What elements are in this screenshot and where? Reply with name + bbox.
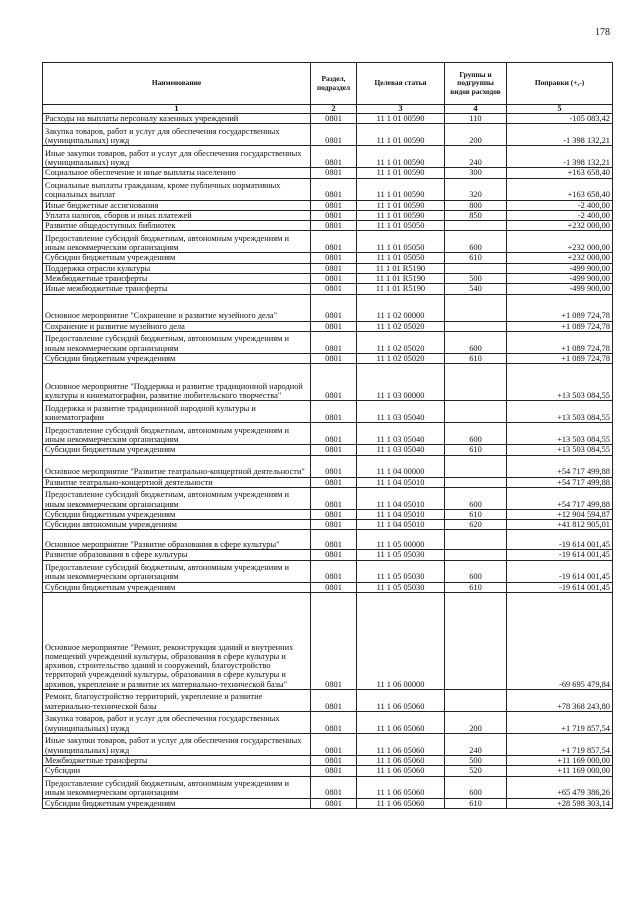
table-row (43, 455, 613, 477)
row-amendment: -1 398 132,21 (507, 146, 613, 168)
table-row (43, 487, 613, 509)
row-amendment: -499 900,00 (507, 284, 613, 294)
budget-table (42, 62, 613, 809)
row-amendment: +13 503 084,55 (507, 445, 613, 455)
row-section: 0801 (311, 221, 357, 231)
col-number: 1 (43, 105, 311, 114)
row-target-article: 11 1 02 05020 (357, 353, 445, 363)
row-name: Закупка товаров, работ и услуг для обеспечения государственных (муниципальных) нужд (43, 124, 311, 146)
row-section: 0801 (311, 509, 357, 519)
row-target-article: 11 1 02 05020 (357, 331, 445, 353)
row-section: 0801 (311, 690, 357, 712)
table-row (43, 593, 613, 690)
row-name: Субсидии бюджетным учреждениям (43, 353, 311, 363)
row-name: Субсидии бюджетным учреждениям (43, 798, 311, 808)
row-expense-group: 850 (445, 210, 507, 220)
row-amendment: +13 503 084,55 (507, 401, 613, 423)
row-amendment: +54 717 499,88 (507, 455, 613, 477)
row-expense-group: 610 (445, 253, 507, 263)
row-name: Развитие театрально-концертной деятельности (43, 477, 311, 487)
row-expense-group (445, 550, 507, 560)
row-section: 0801 (311, 284, 357, 294)
row-amendment: -19 614 001,45 (507, 530, 613, 550)
table-row (43, 401, 613, 423)
row-name: Иные закупки товаров, работ и услуг для обеспечения государственных (муниципальных) нужд (43, 734, 311, 756)
row-name: Предоставление субсидий бюджетным, автономным учреждениям и иным некоммерческим организациям (43, 423, 311, 445)
row-name: Межбюджетные трансферты (43, 756, 311, 766)
row-section: 0801 (311, 274, 357, 284)
table-row (43, 477, 613, 487)
row-name: Развитие образования в сфере культуры (43, 550, 311, 560)
row-name: Основное мероприятие "Развитие театрально-концертной деятельности" (43, 455, 311, 477)
table-row (43, 168, 613, 178)
row-expense-group: 500 (445, 274, 507, 284)
row-section: 0801 (311, 530, 357, 550)
table-row (43, 263, 613, 273)
row-amendment: +232 000,00 (507, 253, 613, 263)
row-expense-group: 320 (445, 178, 507, 200)
row-expense-group: 520 (445, 766, 507, 776)
table-row (43, 530, 613, 550)
row-amendment: -105 083,42 (507, 114, 613, 124)
row-expense-group: 800 (445, 200, 507, 210)
row-amendment: +1 089 724,78 (507, 331, 613, 353)
row-target-article: 11 1 03 05040 (357, 423, 445, 445)
header-expense-groups: Группы и подгруппы видов расходов (445, 63, 507, 105)
row-amendment: +163 658,40 (507, 168, 613, 178)
row-target-article: 11 1 06 05060 (357, 690, 445, 712)
table-row (43, 114, 613, 124)
row-name: Межбюджетные трансферты (43, 274, 311, 284)
row-name: Поддержка отрасли культуры (43, 263, 311, 273)
row-name: Предоставление субсидий бюджетным, автономным учреждениям и иным некоммерческим организациям (43, 776, 311, 798)
row-amendment: +232 000,00 (507, 221, 613, 231)
table-row (43, 734, 613, 756)
table-row (43, 294, 613, 321)
table-row (43, 364, 613, 401)
col-number: 3 (357, 105, 445, 114)
row-target-article: 11 1 01 00590 (357, 178, 445, 200)
row-expense-group (445, 401, 507, 423)
row-amendment: +78 368 243,80 (507, 690, 613, 712)
header-section: Раздел, подраздел (311, 63, 357, 105)
row-section: 0801 (311, 712, 357, 734)
row-name: Социальные выплаты гражданам, кроме публичных нормативных социальных выплат (43, 178, 311, 200)
col-number: 4 (445, 105, 507, 114)
row-name: Иные бюджетные ассигнования (43, 200, 311, 210)
row-expense-group (445, 294, 507, 321)
page-number: 178 (595, 27, 610, 38)
row-section: 0801 (311, 253, 357, 263)
header-target-article: Целевая статья (357, 63, 445, 105)
row-expense-group: 500 (445, 756, 507, 766)
row-section: 0801 (311, 766, 357, 776)
table-row (43, 520, 613, 530)
row-name: Субсидии бюджетным учреждениям (43, 253, 311, 263)
row-amendment: +12 904 594,87 (507, 509, 613, 519)
row-target-article: 11 1 01 00590 (357, 114, 445, 124)
row-target-article: 11 1 03 05040 (357, 401, 445, 423)
table-row (43, 231, 613, 253)
row-target-article: 11 1 01 00590 (357, 210, 445, 220)
row-expense-group (445, 263, 507, 273)
row-amendment: +54 717 499,88 (507, 477, 613, 487)
row-section: 0801 (311, 593, 357, 690)
col-number: 2 (311, 105, 357, 114)
row-target-article: 11 1 02 05020 (357, 321, 445, 331)
row-expense-group: 620 (445, 520, 507, 530)
row-target-article: 11 1 05 05030 (357, 582, 445, 592)
table-row (43, 766, 613, 776)
table-row (43, 798, 613, 808)
row-expense-group (445, 477, 507, 487)
table-row (43, 178, 613, 200)
row-expense-group (445, 364, 507, 401)
row-expense-group: 600 (445, 331, 507, 353)
row-section: 0801 (311, 331, 357, 353)
row-amendment: +163 658,40 (507, 178, 613, 200)
row-amendment: +1 089 724,78 (507, 353, 613, 363)
row-section: 0801 (311, 146, 357, 168)
row-amendment: -19 614 001,45 (507, 560, 613, 582)
row-section: 0801 (311, 798, 357, 808)
row-section: 0801 (311, 401, 357, 423)
row-expense-group: 240 (445, 734, 507, 756)
table-header-row (43, 63, 613, 105)
row-name: Поддержка и развитие традиционной народной культуры и кинематографии (43, 401, 311, 423)
row-expense-group: 200 (445, 124, 507, 146)
row-amendment: +13 503 084,55 (507, 423, 613, 445)
row-target-article: 11 1 01 00590 (357, 168, 445, 178)
row-target-article: 11 1 06 00000 (357, 593, 445, 690)
row-target-article: 11 1 01 05050 (357, 231, 445, 253)
row-expense-group: 540 (445, 284, 507, 294)
row-section: 0801 (311, 124, 357, 146)
row-name: Сохранение и развитие музейного дела (43, 321, 311, 331)
table-row (43, 423, 613, 445)
row-section: 0801 (311, 455, 357, 477)
row-name: Предоставление субсидий бюджетным, автономным учреждениям и иным некоммерческим организациям (43, 331, 311, 353)
row-name: Предоставление субсидий бюджетным, автономным учреждениям и иным некоммерческим организациям (43, 487, 311, 509)
row-amendment: +232 000,00 (507, 231, 613, 253)
row-target-article: 11 1 01 R5190 (357, 284, 445, 294)
row-section: 0801 (311, 477, 357, 487)
row-section: 0801 (311, 210, 357, 220)
row-section: 0801 (311, 423, 357, 445)
row-target-article: 11 1 01 00590 (357, 124, 445, 146)
row-amendment: +1 089 724,78 (507, 321, 613, 331)
row-name: Развитие общедоступных библиотек (43, 221, 311, 231)
row-amendment: -2 400,00 (507, 200, 613, 210)
row-expense-group: 600 (445, 423, 507, 445)
row-section: 0801 (311, 364, 357, 401)
row-amendment: +65 479 386,26 (507, 776, 613, 798)
row-expense-group: 610 (445, 582, 507, 592)
row-expense-group: 610 (445, 509, 507, 519)
row-target-article: 11 1 06 05060 (357, 756, 445, 766)
table-row (43, 124, 613, 146)
row-name: Социальное обеспечение и иные выплаты населению (43, 168, 311, 178)
row-name: Субсидии бюджетным учреждениям (43, 445, 311, 455)
row-amendment: -499 900,00 (507, 274, 613, 284)
row-expense-group: 600 (445, 487, 507, 509)
row-name: Закупка товаров, работ и услуг для обеспечения государственных (муниципальных) нужд (43, 712, 311, 734)
row-target-article: 11 1 01 R5190 (357, 263, 445, 273)
row-expense-group: 610 (445, 445, 507, 455)
header-amendments: Поправки (+,-) (507, 63, 613, 105)
row-amendment: +1 719 857,54 (507, 734, 613, 756)
row-section: 0801 (311, 582, 357, 592)
row-target-article: 11 1 01 R5190 (357, 274, 445, 284)
row-section: 0801 (311, 200, 357, 210)
row-section: 0801 (311, 756, 357, 766)
table-row (43, 331, 613, 353)
row-amendment: -69 695 479,84 (507, 593, 613, 690)
row-target-article: 11 1 02 00000 (357, 294, 445, 321)
table-row (43, 445, 613, 455)
row-name: Основное мероприятие "Поддержка и развитие традиционной народной культуры и кинематографии, развитие любительского творчества" (43, 364, 311, 401)
row-name: Иные межбюджетные трансферты (43, 284, 311, 294)
row-expense-group: 200 (445, 712, 507, 734)
row-name: Основное мероприятие "Сохранение и развитие музейного дела" (43, 294, 311, 321)
row-target-article: 11 1 05 05030 (357, 550, 445, 560)
row-expense-group (445, 593, 507, 690)
row-amendment: +13 503 084,55 (507, 364, 613, 401)
row-section: 0801 (311, 168, 357, 178)
row-expense-group (445, 530, 507, 550)
row-name: Основное мероприятие "Ремонт, реконструкция зданий и внутренних помещений учреждений культуры, образования в сфере культуры и архивов, строительство зданий и сооружений, благоустройство территорий учреждений культуры, образования в сфере культуры и архивов, укрепление и развитие их материально-технической базы" (43, 593, 311, 690)
row-target-article: 11 1 06 05060 (357, 712, 445, 734)
row-amendment: +28 598 303,14 (507, 798, 613, 808)
row-name: Расходы на выплаты персоналу казенных учреждений (43, 114, 311, 124)
table-row (43, 353, 613, 363)
row-name: Уплата налогов, сборов и иных платежей (43, 210, 311, 220)
row-amendment: +1 719 857,54 (507, 712, 613, 734)
row-section: 0801 (311, 321, 357, 331)
row-name: Субсидии автономным учреждениям (43, 520, 311, 530)
row-amendment: +1 089 724,78 (507, 294, 613, 321)
row-expense-group: 600 (445, 776, 507, 798)
row-expense-group (445, 455, 507, 477)
row-target-article: 11 1 01 00590 (357, 200, 445, 210)
row-expense-group (445, 690, 507, 712)
table-row (43, 550, 613, 560)
row-target-article: 11 1 04 05010 (357, 487, 445, 509)
row-section: 0801 (311, 520, 357, 530)
row-target-article: 11 1 06 05060 (357, 734, 445, 756)
row-amendment: -19 614 001,45 (507, 550, 613, 560)
row-amendment: -1 398 132,21 (507, 124, 613, 146)
row-target-article: 11 1 05 00000 (357, 530, 445, 550)
row-expense-group: 610 (445, 353, 507, 363)
row-name: Субсидии бюджетным учреждениям (43, 582, 311, 592)
row-section: 0801 (311, 734, 357, 756)
row-target-article: 11 1 04 05010 (357, 477, 445, 487)
table-row (43, 690, 613, 712)
table-row (43, 210, 613, 220)
row-expense-group: 600 (445, 560, 507, 582)
row-section: 0801 (311, 178, 357, 200)
table-row (43, 321, 613, 331)
row-section: 0801 (311, 550, 357, 560)
row-section: 0801 (311, 445, 357, 455)
row-target-article: 11 1 06 05060 (357, 766, 445, 776)
row-target-article: 11 1 01 00590 (357, 146, 445, 168)
row-section: 0801 (311, 231, 357, 253)
row-target-article: 11 1 06 05060 (357, 798, 445, 808)
table-row (43, 560, 613, 582)
row-expense-group: 600 (445, 231, 507, 253)
row-section: 0801 (311, 487, 357, 509)
table-row (43, 776, 613, 798)
row-amendment: -2 400,00 (507, 210, 613, 220)
row-section: 0801 (311, 560, 357, 582)
row-expense-group: 610 (445, 798, 507, 808)
row-amendment: +11 169 000,00 (507, 756, 613, 766)
row-expense-group: 110 (445, 114, 507, 124)
row-amendment: +41 812 905,01 (507, 520, 613, 530)
table-row (43, 200, 613, 210)
row-expense-group: 300 (445, 168, 507, 178)
row-target-article: 11 1 03 05040 (357, 445, 445, 455)
row-section: 0801 (311, 294, 357, 321)
row-target-article: 11 1 01 05050 (357, 221, 445, 231)
row-name: Основное мероприятие "Развитие образования в сфере культуры" (43, 530, 311, 550)
row-target-article: 11 1 06 05060 (357, 776, 445, 798)
row-name: Ремонт, благоустройство территорий, укрепление и развитие материально-технической базы (43, 690, 311, 712)
row-name: Предоставление субсидий бюджетным, автономным учреждениям и иным некоммерческим организациям (43, 231, 311, 253)
row-target-article: 11 1 01 05050 (357, 253, 445, 263)
row-section: 0801 (311, 114, 357, 124)
column-number-row (43, 105, 613, 114)
row-target-article: 11 1 04 00000 (357, 455, 445, 477)
table-row (43, 284, 613, 294)
row-section: 0801 (311, 263, 357, 273)
row-amendment: -19 614 001,45 (507, 582, 613, 592)
row-name: Иные закупки товаров, работ и услуг для обеспечения государственных (муниципальных) нужд (43, 146, 311, 168)
table-row (43, 221, 613, 231)
row-expense-group (445, 221, 507, 231)
row-target-article: 11 1 04 05010 (357, 509, 445, 519)
row-expense-group: 240 (445, 146, 507, 168)
row-target-article: 11 1 04 05010 (357, 520, 445, 530)
table-row (43, 582, 613, 592)
table-row (43, 756, 613, 766)
row-name: Предоставление субсидий бюджетным, автономным учреждениям и иным некоммерческим организациям (43, 560, 311, 582)
table-body (43, 114, 613, 809)
row-target-article: 11 1 05 05030 (357, 560, 445, 582)
table-row (43, 509, 613, 519)
row-name: Субсидии бюджетным учреждениям (43, 509, 311, 519)
row-section: 0801 (311, 776, 357, 798)
table-row (43, 274, 613, 284)
table-row (43, 712, 613, 734)
header-name: Наименование (43, 63, 311, 105)
row-expense-group (445, 321, 507, 331)
row-amendment: +11 169 000,00 (507, 766, 613, 776)
row-amendment: +54 717 499,88 (507, 487, 613, 509)
table-row (43, 253, 613, 263)
row-target-article: 11 1 03 00000 (357, 364, 445, 401)
table-row (43, 146, 613, 168)
col-number: 5 (507, 105, 613, 114)
row-section: 0801 (311, 353, 357, 363)
row-amendment: -499 900,00 (507, 263, 613, 273)
row-name: Субсидии (43, 766, 311, 776)
